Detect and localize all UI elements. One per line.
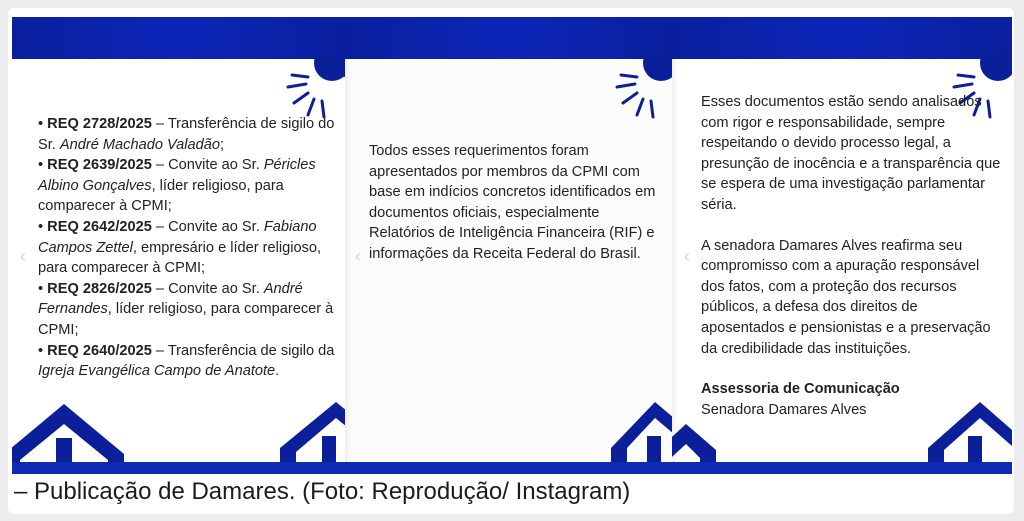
- slide-1: [12, 17, 345, 474]
- carousel-prev-icon[interactable]: ‹: [20, 246, 26, 266]
- sunburst-icon: [613, 53, 672, 119]
- statement-text: [701, 92, 1001, 420]
- requests-list: [38, 114, 338, 382]
- house-roof-icon: [12, 384, 124, 474]
- house-roof-icon: [611, 384, 672, 474]
- requests-summary-paragraph: Todos esses requerimentos foram apresentados por membros da CPMI com base em indícios concretos identificados em documentos oficiais, especialmente Relatórios de Inteligência Financeira (RIF) e informações da Receita Federal do Brasil.: [369, 143, 656, 262]
- signature-name: Senadora Damares Alves: [701, 401, 867, 418]
- slide-2: [345, 17, 672, 474]
- instagram-carousel-image: [12, 17, 1012, 474]
- house-roof-icon: [928, 384, 1012, 474]
- image-caption: – Publicação de Damares. (Foto: Reprodução/ Instagram): [14, 478, 631, 505]
- list-item: • REQ 2728/2025 – Transferência de sigilo do Sr. André Machado Valadão;: [38, 116, 335, 153]
- slide-bottom-band: [12, 462, 345, 474]
- carousel-prev-icon[interactable]: ‹: [355, 246, 361, 266]
- list-item: • REQ 2640/2025 – Transferência de sigilo da Igreja Evangélica Campo de Anatote.: [38, 342, 335, 380]
- carousel-prev-icon[interactable]: ‹: [684, 246, 690, 266]
- slide-3: [672, 17, 1012, 474]
- list-item: • REQ 2642/2025 – Convite ao Sr. Fabiano Campos Zettel, empresário e líder religioso, para comparecer à CPMI;: [38, 218, 322, 277]
- house-roof-icon: [672, 384, 730, 474]
- signature-title: Assessoria de Comunicação: [701, 381, 900, 398]
- list-item: • REQ 2639/2025 – Convite ao Sr. Péricles Albino Gonçalves, líder religioso, para comparecer à CPMI;: [38, 157, 316, 215]
- slide-bottom-band: [672, 462, 1012, 474]
- house-roof-icon: [280, 384, 345, 474]
- statement-paragraph: A senadora Damares Alves reafirma seu compromisso com a apuração responsável dos fatos, com a proteção dos recursos públicos, a defesa dos direitos de aposentados e pensionistas e a preservação da credibilidade das instituições.: [701, 237, 991, 357]
- sunburst-icon: [284, 53, 345, 119]
- list-item: • REQ 2826/2025 – Convite ao Sr. André Fernandes, líder religioso, para comparecer à CPMI;: [38, 280, 334, 338]
- slide-bottom-band: [345, 462, 672, 474]
- statement-paragraph: Esses documentos estão sendo analisados com rigor e responsabilidade, sempre respeitando o devido processo legal, a presunção de inocência e a transparência que se espera de uma investigação parlamentar séria.: [701, 94, 1001, 213]
